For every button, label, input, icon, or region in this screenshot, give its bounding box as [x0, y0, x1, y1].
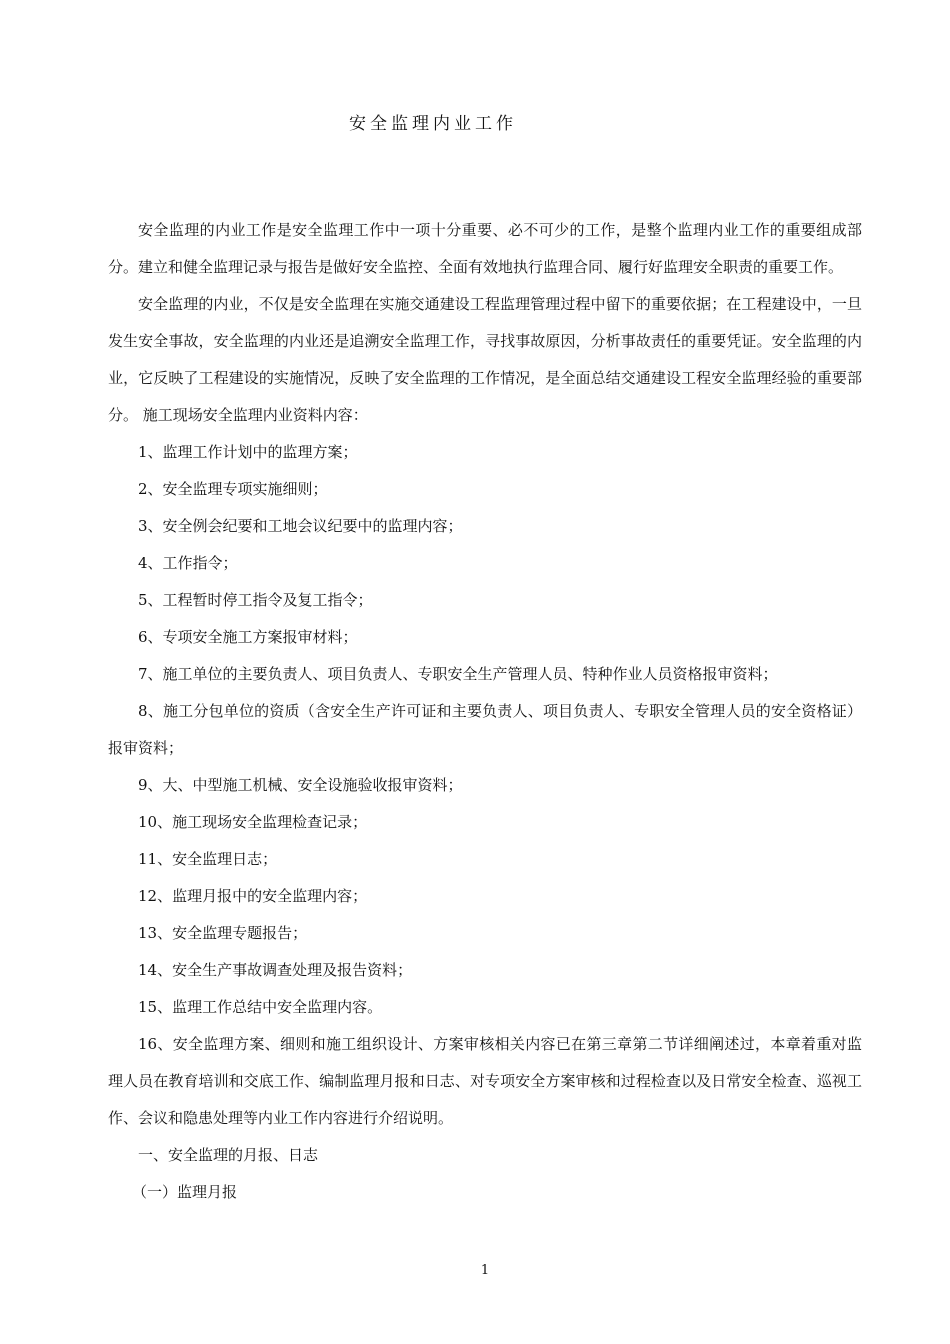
document-title: 安全监理内业工作: [349, 114, 517, 134]
list-item: 8、施工分包单位的资质（含安全生产许可证和主要负责人、项目负责人、专职安全管理人员的安全资格证）报审资料；: [108, 702, 862, 757]
page-number: 1: [480, 1263, 490, 1278]
subsection-heading: （一）监理月报: [132, 1183, 238, 1201]
list-item: 7、施工单位的主要负责人、项目负责人、专职安全生产管理人员、特种作业人员资格报审资料；: [138, 665, 778, 683]
content-paragraph: 安全监理的内业，不仅是安全监理在实施交通建设工程监理管理过程中留下的重要依据；在工程建设中，一旦发生安全事故，安全监理的内业还是追溯安全监理工作，寻找事故原因，分析事故责任的重要凭证。安全监理的内业，它反映了工程建设的实施情况，反映了安全监理的工作情况，是全面总结交通建设工程安全监理经验的重要部分。 施工现场安全监理内业资料内容：: [108, 295, 862, 424]
list-item: 6、专项安全施工方案报审材料；: [138, 628, 358, 646]
intro-paragraph: 安全监理的内业工作是安全监理工作中一项十分重要、必不可少的工作，是整个监理内业工作的重要组成部分。建立和健全监理记录与报告是做好安全监控、全面有效地执行监理合同、履行好监理安全职责的重要工作。: [108, 221, 862, 276]
list-item: 14、安全生产事故调查处理及报告资料；: [138, 961, 413, 979]
list-item: 3、安全例会纪要和工地会议纪要中的监理内容；: [138, 517, 463, 535]
list-item: 4、工作指令；: [138, 554, 238, 572]
list-item: 2、安全监理专项实施细则；: [138, 480, 328, 498]
list-item: 9、大、中型施工机械、安全设施验收报审资料；: [138, 776, 463, 794]
list-item: 16、安全监理方案、细则和施工组织设计、方案审核相关内容已在第三章第二节详细阐述过，本章着重对监理人员在教育培训和交底工作、编制监理月报和日志、对专项安全方案审核和过程检查以及日常安全检查、巡视工作、会议和隐患处理等内业工作内容进行介绍说明。: [108, 1035, 862, 1127]
list-item: 5、工程暂时停工指令及复工指令；: [138, 591, 373, 609]
section-heading: 一、安全监理的月报、日志: [138, 1146, 319, 1164]
list-item: 15、监理工作总结中安全监理内容。: [138, 998, 383, 1016]
list-item: 1、监理工作计划中的监理方案；: [138, 443, 358, 461]
list-item: 12、监理月报中的安全监理内容；: [138, 887, 368, 905]
list-item: 13、安全监理专题报告；: [138, 924, 308, 942]
list-item: 11、安全监理日志；: [138, 850, 278, 868]
list-item: 10、施工现场安全监理检查记录；: [138, 813, 368, 831]
document-body: [108, 212, 862, 1211]
